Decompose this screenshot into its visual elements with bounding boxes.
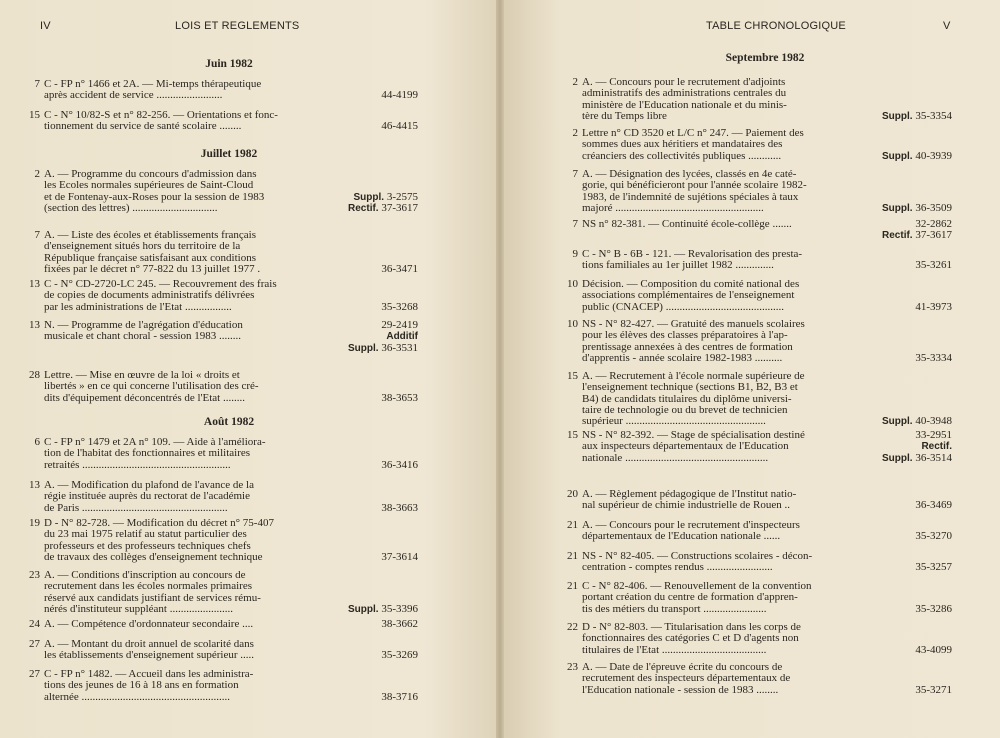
entry-line: NS - N° 82-392. — Stage de spécialisation destiné [582, 429, 805, 441]
entry-line: supérieur ................................................... [582, 415, 766, 428]
entry-line: libertés » en ce qui concerne l'utilisation des cré- [44, 380, 259, 393]
entry-day: 24 [29, 618, 40, 630]
reference-number: 44-4199 [381, 89, 418, 102]
reference-number: 38-3662 [381, 618, 418, 630]
entry-line: C - FP n° 1479 et 2A n° 109. — Aide à l'améliora- [44, 436, 266, 448]
bulletin-reference [882, 111, 952, 122]
entry-line: C - N° 10/82-S et n° 82-256. — Orientations et fonc- [44, 109, 278, 121]
reference-number: 37-3617 [381, 201, 418, 214]
entry-line: les établissements d'enseignement supérieur ..... [44, 649, 255, 662]
bulletin-reference [915, 302, 952, 313]
entry-line: fixées par le décret n° 77-822 du 13 juillet 1977 . [44, 262, 261, 275]
entry-day: 2 [572, 127, 578, 139]
bulletin-reference [381, 503, 418, 514]
entry-text [44, 279, 277, 313]
reference-prefix: Suppl. [882, 110, 913, 122]
entry-text [582, 319, 805, 364]
bulletin-reference [381, 121, 418, 132]
entry-line: tère du Temps libre [582, 109, 667, 122]
entry-line: tionnement du service de santé scolaire ........ [44, 120, 242, 133]
bulletin-reference [381, 552, 418, 563]
entry-line: l'Education nationale - session de 1983 ........ [582, 683, 779, 696]
entry-day: 13 [29, 479, 40, 491]
entry-line: République française satisfaisant aux conditions [44, 251, 256, 264]
entry-text [44, 570, 261, 615]
entry-text [44, 370, 259, 404]
reference-number: 37-3617 [915, 229, 952, 242]
entry-line: (section des lettres) ............................... [44, 201, 218, 214]
entry-line: Lettre. — Mise en œuvre de la loi « droits et [44, 369, 240, 381]
reference-number: 36-3509 [915, 201, 952, 214]
entry-day: 9 [572, 248, 578, 260]
entry-day: 6 [34, 436, 40, 448]
reference-prefix: Suppl. [882, 150, 913, 162]
reference-number: 35-3257 [915, 561, 952, 574]
entry-day: 15 [567, 370, 578, 382]
entry-line: recrutement des inspecteurs départementaux de [582, 672, 791, 685]
entry-text [582, 128, 804, 162]
entry-text [582, 551, 812, 574]
entry-day: 15 [29, 109, 40, 121]
entry-text [582, 279, 799, 313]
entry-text [582, 249, 802, 272]
bulletin-reference [381, 264, 418, 275]
reference-prefix: Suppl. [882, 416, 913, 428]
entry-line: majoré ...................................................... [582, 201, 764, 214]
entry-line: A. — Recrutement à l'école normale supérieure de [582, 370, 805, 382]
bulletin-reference [381, 90, 418, 101]
entry-line: recrutement dans les écoles normales primaires [44, 580, 253, 593]
entry-text [44, 518, 274, 563]
reference-number: 36-3471 [381, 262, 418, 275]
entry-line: et de Fontenay-aux-Roses pour la session de 1983 [44, 190, 265, 203]
bulletin-reference [882, 230, 952, 241]
entry-line: administratifs des administrations centrales du [582, 87, 787, 100]
bulletin-reference [381, 650, 418, 661]
reference-number: 35-3286 [915, 602, 952, 615]
entry-line: fonctionnaires des catégories C et D d'agents non [582, 632, 799, 645]
entry-text [44, 619, 253, 630]
entry-line: centration - comptes rendus ........................ [582, 561, 773, 574]
entry-day: 21 [567, 550, 578, 562]
entry-text [44, 79, 261, 102]
reference-number: 33-2951 [915, 429, 952, 441]
entry-line: 1983, de l'indemnité de sujétions spéciales à taux [582, 190, 799, 203]
entry-text [582, 622, 801, 656]
entry-line: régie instituée auprès du rectorat de l'académie [44, 490, 250, 503]
reference-number: 46-4415 [381, 120, 418, 133]
entry-line: C - N° B - 6B - 121. — Revalorisation des presta- [582, 248, 803, 260]
entry-day: 10 [567, 278, 578, 290]
entry-line: alternée ...................................................... [44, 690, 231, 703]
entry-line: N. — Programme de l'agrégation d'éducation [44, 319, 243, 331]
entry-line: C - N° CD-2720-LC 245. — Recouvrement des frais [44, 278, 277, 290]
entry-line: du 23 mai 1975 relatif au statut particulier des [44, 528, 247, 541]
reference-number: 35-3354 [915, 109, 952, 122]
entry-day: 23 [29, 569, 40, 581]
entry-line: C - FP n° 1466 et 2A. — Mi-temps thérapeutique [44, 78, 262, 90]
entry-line: dits d'équipement déconcentrés de l'Etat ........ [44, 391, 245, 404]
bulletin-reference [915, 353, 952, 364]
entry-text [44, 437, 266, 471]
bulletin-reference [348, 343, 418, 354]
entry-line: NS n° 82-381. — Continuité école-collège ....... [582, 218, 792, 230]
entry-line: aux inspecteurs départementaux de l'Education [582, 440, 789, 453]
entry-text [582, 169, 807, 214]
entry-line: tions familiales au 1er juillet 1982 .............. [582, 259, 774, 272]
reference-prefix: Suppl. [882, 452, 913, 464]
entry-line: tions des jeunes de 16 à 18 ans en formation [44, 679, 239, 692]
entry-line: Lettre n° CD 3520 et L/C n° 247. — Paiement des [582, 127, 804, 139]
reference-prefix: Rectif. [348, 202, 379, 214]
reference-prefix: Suppl. [348, 603, 379, 615]
reference-prefix: Suppl. [353, 191, 385, 203]
bulletin-reference [381, 692, 418, 703]
entry-text [44, 169, 264, 214]
bulletin-reference [915, 500, 952, 511]
entry-day: 22 [567, 621, 578, 633]
entry-line: nérés d'instituteur suppléant ....................... [44, 602, 233, 615]
bulletin-reference [381, 460, 418, 471]
bulletin-reference [915, 531, 952, 542]
reference-number: 36-3469 [915, 499, 952, 512]
bulletin-reference [915, 260, 952, 271]
bulletin-reference [882, 151, 952, 162]
reference-number: 40-3939 [915, 149, 952, 162]
entry-day: 19 [29, 517, 40, 529]
reference-prefix: Rectif. [921, 441, 952, 453]
entry-line: A. — Concours pour le recrutement d'inspecteurs [582, 519, 800, 531]
entry-line: l'enseignement technique (sections B1, B2, B3 et [582, 381, 798, 394]
reference-number: 3-2575 [386, 190, 418, 203]
entry-text [582, 371, 805, 427]
entry-text [44, 669, 253, 703]
bulletin-reference [915, 562, 952, 573]
right-page-number: V [943, 20, 951, 32]
entry-line: C - FP n° 1482. — Accueil dans les administra- [44, 668, 254, 680]
entry-line: après accident de service ........................ [44, 89, 223, 102]
reference-number: 36-3514 [915, 451, 952, 464]
entry-line: départementaux de l'Education nationale ...... [582, 530, 781, 543]
reference-prefix: Rectif. [882, 230, 913, 242]
entry-line: A. — Liste des écoles et établissements français [44, 229, 256, 241]
entry-day: 27 [29, 668, 40, 680]
entry-text [44, 639, 254, 662]
entry-line: ministère de l'Education nationale et du minis- [582, 98, 787, 111]
entry-text [44, 480, 254, 514]
entry-line: d'apprentis - année scolaire 1982-1983 .......... [582, 351, 783, 364]
entry-line: titulaires de l'Etat ...................................... [582, 643, 767, 656]
bulletin-reference [381, 302, 418, 313]
entry-line: gorie, qui bénéficieront pour l'année scolaire 1982- [582, 179, 807, 192]
entry-line: tion de l'habitat des fonctionnaires et militaires [44, 447, 251, 460]
reference-number: 38-3663 [381, 501, 418, 514]
entry-line: par les administrations de l'Etat ................. [44, 300, 232, 313]
reference-number: 35-3269 [381, 649, 418, 662]
entry-line: public (CNACEP) ........................................... [582, 300, 784, 313]
reference-number: 36-3531 [381, 341, 418, 354]
entry-day: 7 [34, 229, 40, 241]
reference-number: 35-3271 [915, 683, 952, 696]
bulletin-reference [348, 604, 418, 615]
entry-line: D - N° 82-803. — Titularisation dans les corps de [582, 621, 801, 633]
entry-text [44, 110, 278, 133]
entry-line: A. — Modification du plafond de l'avance de la [44, 479, 254, 491]
entry-line: nal supérieur de chimie industrielle de Rouen .. [582, 499, 791, 512]
reference-number: 35-3261 [915, 259, 952, 272]
bulletin-reference [882, 416, 952, 427]
entry-text [582, 581, 812, 615]
book-gutter [496, 0, 504, 738]
bulletin-reference [381, 393, 418, 404]
reference-number: 35-3268 [381, 300, 418, 313]
bulletin-reference [915, 685, 952, 696]
entry-day: 7 [34, 78, 40, 90]
entry-line: portant création du centre de formation d'appren- [582, 591, 798, 604]
reference-number: 41-3973 [915, 300, 952, 313]
entry-text [44, 230, 260, 275]
reference-number: 35-3396 [381, 602, 418, 615]
reference-number: 32-2862 [915, 218, 952, 230]
entry-line: taire de technologie ou du brevet de technicien [582, 403, 788, 416]
entry-text [582, 77, 787, 122]
entry-line: associations complémentaires de l'enseignement [582, 289, 795, 302]
entry-line: Décision. — Composition du comité national des [582, 278, 800, 290]
entry-day: 27 [29, 638, 40, 650]
entry-day: 20 [567, 488, 578, 500]
entry-day: 15 [567, 429, 578, 441]
entry-line: réservé aux candidats justifiant de services rému- [44, 591, 261, 604]
entry-text [582, 520, 800, 543]
entry-line: musicale et chant choral - session 1983 ........ [44, 330, 242, 343]
entry-text [582, 489, 796, 512]
right-page [500, 0, 1000, 738]
entry-text [582, 430, 805, 464]
bulletin-reference [381, 320, 418, 331]
entry-line: de Paris ..................................................... [44, 501, 228, 514]
bulletin-reference [915, 604, 952, 615]
entry-line: A. — Date de l'épreuve écrite du concours de [582, 661, 783, 673]
entry-line: A. — Concours pour le recrutement d'adjoints [582, 76, 786, 88]
entry-line: tis des métiers du transport ....................... [582, 602, 767, 615]
reference-number: 36-3416 [381, 458, 418, 471]
entry-line: NS - N° 82-405. — Constructions scolaires - décon- [582, 550, 813, 562]
reference-number: 35-3334 [915, 351, 952, 364]
left-running-header: LOIS ET REGLEMENTS [175, 20, 300, 32]
reference-number: 35-3270 [915, 530, 952, 543]
reference-number: 37-3614 [381, 550, 418, 563]
entry-day: 28 [29, 369, 40, 381]
entry-line: de copies de documents administratifs délivrées [44, 289, 255, 302]
entry-line: professeurs et des professeurs techniques chefs [44, 539, 251, 552]
entry-line: de travaux des collèges d'enseignement technique [44, 550, 263, 563]
entry-day: 23 [567, 661, 578, 673]
entry-day: 2 [34, 168, 40, 180]
right-running-header: TABLE CHRONOLOGIQUE [706, 20, 846, 32]
entry-line: créanciers des collectivités publiques ............ [582, 149, 782, 162]
entry-line: A. — Conditions d'inscription au concours de [44, 569, 246, 581]
month-heading: Septembre 1982 [725, 52, 805, 64]
entry-text [582, 662, 790, 696]
reference-number: 38-3653 [381, 391, 418, 404]
bulletin-reference [348, 203, 418, 214]
entry-line: sommes dues aux héritiers et mandataires des [582, 138, 783, 151]
bulletin-reference [915, 430, 952, 441]
entry-line: A. — Montant du droit annuel de scolarité dans [44, 638, 254, 650]
entry-text [44, 320, 243, 343]
entry-line: NS - N° 82-427. — Gratuité des manuels scolaires [582, 318, 805, 330]
entry-day: 13 [29, 319, 40, 331]
entry-line: d'enseignement situés hors du territoire de la [44, 240, 241, 253]
entry-line: retraités ...................................................... [44, 458, 231, 471]
entry-line: nationale .................................................... [582, 451, 769, 464]
entry-day: 2 [572, 76, 578, 88]
month-heading: Juin 1982 [205, 58, 253, 70]
entry-line: D - N° 82-728. — Modification du décret n° 75-407 [44, 517, 274, 529]
entry-line: prentissage annexées à des centres de formation [582, 340, 793, 353]
entry-line: A. — Désignation des lycées, classés en 4e caté- [582, 168, 797, 180]
reference-number: 40-3948 [915, 415, 952, 428]
reference-number: 29-2419 [381, 319, 418, 331]
entry-day: 7 [572, 218, 578, 230]
entry-line: B4) de candidats titulaires du diplôme universi- [582, 392, 792, 405]
month-heading: Juillet 1982 [200, 148, 258, 160]
entry-line: A. — Compétence d'ordonnateur secondaire .... [44, 618, 254, 630]
entry-line: C - N° 82-406. — Renouvellement de la convention [582, 580, 812, 592]
entry-day: 13 [29, 278, 40, 290]
entry-line: A. — Programme du concours d'admission dans [44, 168, 257, 180]
reference-number: 43-4099 [915, 643, 952, 656]
entry-line: A. — Règlement pédagogique de l'Institut natio- [582, 488, 797, 500]
entry-text [582, 219, 792, 230]
month-heading: Août 1982 [203, 416, 255, 428]
bulletin-reference [381, 619, 418, 630]
reference-prefix: Additif [386, 331, 418, 343]
reference-number: 38-3716 [381, 690, 418, 703]
entry-day: 21 [567, 519, 578, 531]
entry-line: pour les élèves des classes préparatoires à l'ap- [582, 329, 788, 342]
bulletin-reference [915, 645, 952, 656]
left-page-number: IV [40, 20, 51, 32]
bulletin-reference [882, 453, 952, 464]
reference-prefix: Suppl. [882, 202, 913, 214]
entry-day: 21 [567, 580, 578, 592]
entry-day: 10 [567, 318, 578, 330]
entry-day: 7 [572, 168, 578, 180]
reference-prefix: Suppl. [348, 342, 379, 354]
entry-line: les Ecoles normales supérieures de Saint-Cloud [44, 179, 254, 192]
bulletin-reference [882, 203, 952, 214]
